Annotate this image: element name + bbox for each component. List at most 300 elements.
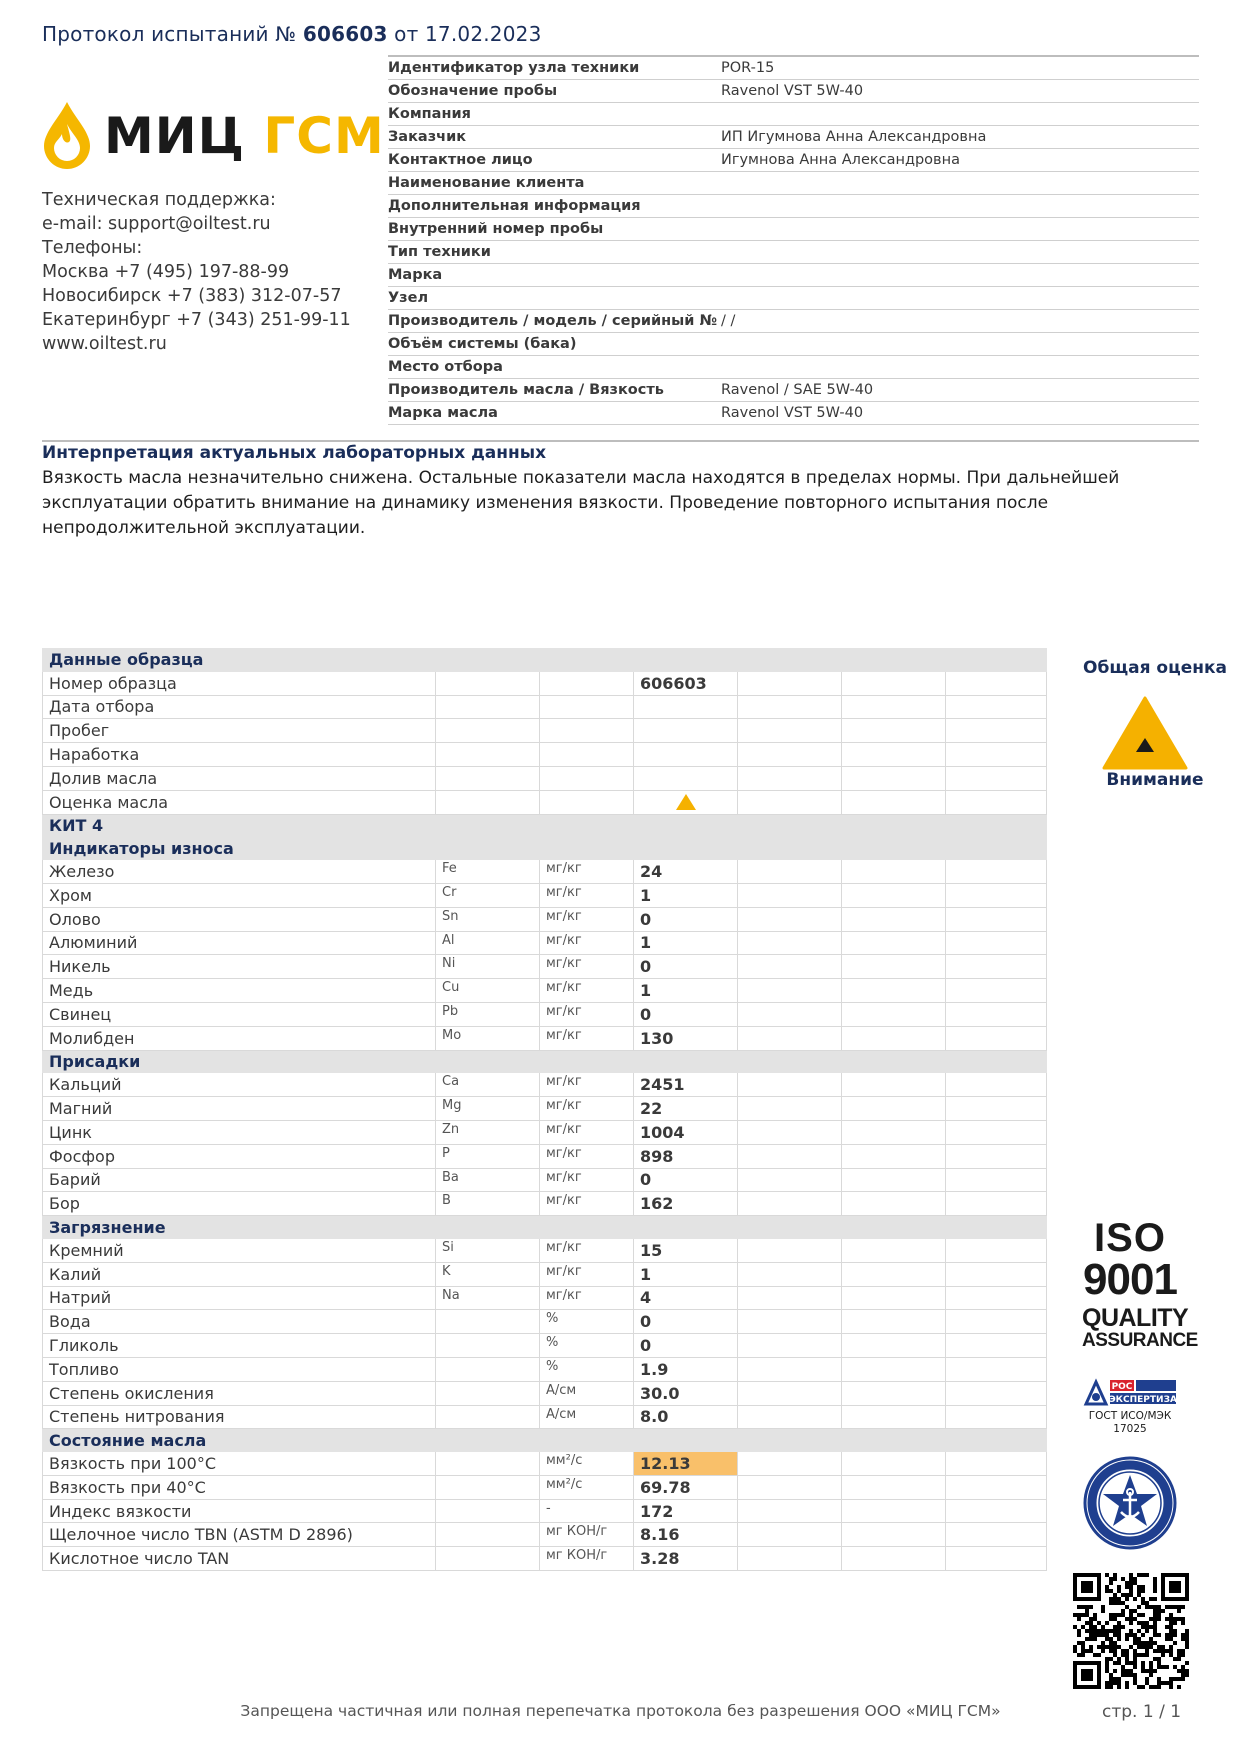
parameter-name: Степень нитрования (43, 1405, 436, 1429)
section-title: Состояние масла (43, 1429, 436, 1452)
element-symbol (436, 1523, 540, 1547)
contact-phone: Новосибирск +7 (383) 312-07-57 (42, 286, 342, 306)
expertiza-text: ЭКСПЕРТИЗА (1109, 1395, 1177, 1405)
history-cell (842, 1452, 946, 1476)
history-cell (946, 860, 1047, 884)
history-cell (842, 1523, 946, 1547)
info-label: Марка (388, 267, 443, 283)
section-filler-cell (842, 1050, 946, 1073)
unit (540, 695, 634, 719)
table-row (43, 719, 1047, 743)
element-symbol (436, 1452, 540, 1476)
element-symbol: Ca (436, 1073, 540, 1097)
info-row (388, 379, 1199, 402)
parameter-name: Кислотное число TAN (43, 1547, 436, 1571)
element-symbol: Al (436, 931, 540, 955)
table-row (43, 1475, 1047, 1499)
history-cell (946, 1523, 1047, 1547)
history-cell (842, 1002, 946, 1026)
contact-email[interactable]: e-mail: support@oiltest.ru (42, 214, 271, 234)
table-row (43, 1097, 1047, 1121)
section-title: КИТ 4 (43, 814, 436, 837)
history-cell (738, 671, 842, 695)
result-value: 0 (634, 955, 738, 979)
parameter-name: Вода (43, 1310, 436, 1334)
history-cell (946, 931, 1047, 955)
contact-line: Техническая поддержка: (42, 190, 276, 210)
section-filler-cell (436, 1050, 540, 1073)
history-cell (738, 790, 842, 814)
parameter-name: Наработка (43, 743, 436, 767)
history-cell (842, 1120, 946, 1144)
history-cell (738, 931, 842, 955)
section-header-row (43, 1050, 1047, 1073)
table-row (43, 743, 1047, 767)
history-cell (946, 766, 1047, 790)
element-symbol: Cu (436, 979, 540, 1003)
history-cell (946, 1310, 1047, 1334)
parameter-name: Степень окисления (43, 1381, 436, 1405)
history-cell (738, 1499, 842, 1523)
history-cell (842, 743, 946, 767)
history-cell (738, 743, 842, 767)
unit: - (540, 1499, 634, 1523)
info-row (388, 402, 1199, 425)
element-symbol: Na (436, 1286, 540, 1310)
result-value: 606603 (634, 671, 738, 695)
result-value: 0 (634, 907, 738, 931)
result-value: 24 (634, 860, 738, 884)
history-cell (842, 1310, 946, 1334)
qr-code[interactable] (1073, 1573, 1189, 1689)
history-cell (946, 1357, 1047, 1381)
logo-text-accent: ГСМ (263, 107, 385, 165)
unit: мг/кг (540, 1026, 634, 1050)
info-label: Производитель масла / Вязкость (388, 382, 664, 398)
history-cell (738, 1192, 842, 1216)
unit: мм²/с (540, 1452, 634, 1476)
history-cell (946, 979, 1047, 1003)
unit: % (540, 1334, 634, 1358)
unit: % (540, 1357, 634, 1381)
info-value: Ravenol VST 5W-40 (721, 83, 864, 99)
parameter-name: Щелочное число TBN (ASTM D 2896) (43, 1523, 436, 1547)
contact-phone: Москва +7 (495) 197-88-99 (42, 262, 290, 282)
element-symbol (436, 1334, 540, 1358)
section-filler-cell (634, 649, 738, 672)
history-cell (738, 1097, 842, 1121)
parameter-name: Долив масла (43, 766, 436, 790)
warning-triangle-icon (676, 794, 696, 810)
history-cell (738, 1475, 842, 1499)
history-cell (842, 1073, 946, 1097)
element-symbol: P (436, 1144, 540, 1168)
parameter-name: Калий (43, 1262, 436, 1286)
ros-text: РОС (1111, 1382, 1133, 1392)
history-cell (842, 1334, 946, 1358)
section-filler-cell (540, 1429, 634, 1452)
history-cell (946, 743, 1047, 767)
parameter-name: Цинк (43, 1120, 436, 1144)
info-row (388, 356, 1199, 379)
result-value: 1 (634, 883, 738, 907)
history-cell (842, 671, 946, 695)
unit (540, 719, 634, 743)
parameter-name: Олово (43, 907, 436, 931)
unit: мг/кг (540, 860, 634, 884)
info-label: Узел (388, 290, 429, 306)
history-cell (738, 719, 842, 743)
parameter-name: Фосфор (43, 1144, 436, 1168)
parameter-name: Оценка масла (43, 790, 436, 814)
history-cell (842, 1357, 946, 1381)
parameter-name: Дата отбора (43, 695, 436, 719)
section-filler-cell (946, 1050, 1047, 1073)
info-value: Ravenol VST 5W-40 (721, 405, 864, 421)
table-row (43, 1144, 1047, 1168)
section-filler-cell (738, 1216, 842, 1239)
history-cell (842, 1097, 946, 1121)
table-row (43, 1192, 1047, 1216)
unit: мм²/с (540, 1475, 634, 1499)
table-row (43, 907, 1047, 931)
history-cell (842, 979, 946, 1003)
section-filler-cell (540, 837, 634, 860)
unit: мг/кг (540, 1144, 634, 1168)
parameter-name: Кальций (43, 1073, 436, 1097)
history-cell (946, 1238, 1047, 1262)
element-symbol: K (436, 1262, 540, 1286)
parameter-name: Железо (43, 860, 436, 884)
table-row (43, 1073, 1047, 1097)
element-symbol (436, 790, 540, 814)
warning-triangle-icon (1102, 696, 1188, 770)
result-value: 0 (634, 1334, 738, 1358)
element-symbol: Ba (436, 1168, 540, 1192)
history-cell (842, 955, 946, 979)
history-cell (946, 719, 1047, 743)
history-cell (738, 860, 842, 884)
section-filler-cell (540, 1216, 634, 1239)
history-cell (842, 1238, 946, 1262)
parameter-name: Кремний (43, 1238, 436, 1262)
ros-expertiza-logo (1082, 1378, 1178, 1406)
section-filler-cell (634, 814, 738, 837)
section-filler-cell (436, 1216, 540, 1239)
history-cell (842, 907, 946, 931)
section-filler-cell (634, 1429, 738, 1452)
history-cell (946, 1097, 1047, 1121)
table-row (43, 931, 1047, 955)
info-row (388, 103, 1199, 126)
history-cell (738, 1357, 842, 1381)
element-symbol (436, 719, 540, 743)
page-number: стр. 1 / 1 (1102, 1702, 1182, 1722)
history-cell (946, 883, 1047, 907)
table-row (43, 1262, 1047, 1286)
history-cell (738, 1523, 842, 1547)
parameter-name: Медь (43, 979, 436, 1003)
table-row (43, 1168, 1047, 1192)
flame-drop-icon (42, 100, 92, 172)
section-filler-cell (946, 649, 1047, 672)
history-cell (738, 1381, 842, 1405)
section-title: Данные образца (43, 649, 436, 672)
overall-status: Внимание (1106, 770, 1204, 790)
element-symbol (436, 1499, 540, 1523)
contact-website[interactable]: www.oiltest.ru (42, 334, 167, 354)
section-title: Загрязнение (43, 1216, 436, 1239)
protocol-title (42, 22, 542, 46)
history-cell (738, 883, 842, 907)
element-symbol: Pb (436, 1002, 540, 1026)
history-cell (738, 1262, 842, 1286)
parameter-name: Алюминий (43, 931, 436, 955)
overall-assessment-label: Общая оценка (1083, 658, 1227, 678)
parameter-name: Топливо (43, 1357, 436, 1381)
info-value: POR-15 (721, 60, 775, 76)
info-row (388, 310, 1199, 333)
section-filler-cell (842, 814, 946, 837)
iso-9001-badge (1082, 1216, 1198, 1351)
table-row (43, 790, 1047, 814)
info-row (388, 241, 1199, 264)
unit: мг/кг (540, 907, 634, 931)
info-row (388, 57, 1199, 80)
element-symbol (436, 1310, 540, 1334)
info-row (388, 149, 1199, 172)
table-row (43, 1452, 1047, 1476)
history-cell (946, 1381, 1047, 1405)
history-cell (946, 955, 1047, 979)
history-cell (946, 1405, 1047, 1429)
history-cell (842, 1168, 946, 1192)
result-value: 15 (634, 1238, 738, 1262)
result-value: 172 (634, 1499, 738, 1523)
result-value: 0 (634, 1310, 738, 1334)
section-filler-cell (634, 837, 738, 860)
result-value: 130 (634, 1026, 738, 1050)
result-value: 1 (634, 931, 738, 955)
element-symbol (436, 695, 540, 719)
element-symbol (436, 1357, 540, 1381)
element-symbol: Mg (436, 1097, 540, 1121)
unit (540, 743, 634, 767)
history-cell (738, 1452, 842, 1476)
unit: мг/кг (540, 955, 634, 979)
element-symbol (436, 1547, 540, 1571)
section-filler-cell (946, 1429, 1047, 1452)
table-row (43, 1238, 1047, 1262)
unit: мг/кг (540, 1002, 634, 1026)
history-cell (842, 1499, 946, 1523)
result-value: 162 (634, 1192, 738, 1216)
table-row (43, 955, 1047, 979)
unit: мг/кг (540, 979, 634, 1003)
history-cell (738, 1286, 842, 1310)
support-contacts (42, 188, 351, 356)
result-value: 0 (634, 1168, 738, 1192)
info-row (388, 218, 1199, 241)
history-cell (842, 1405, 946, 1429)
info-row (388, 172, 1199, 195)
history-cell (738, 907, 842, 931)
info-label: Марка масла (388, 405, 498, 421)
history-cell (946, 1002, 1047, 1026)
history-cell (946, 1334, 1047, 1358)
result-value: 2451 (634, 1073, 738, 1097)
element-symbol (436, 1381, 540, 1405)
history-cell (946, 1452, 1047, 1476)
history-cell (738, 1002, 842, 1026)
table-row (43, 860, 1047, 884)
element-symbol: B (436, 1192, 540, 1216)
history-cell (738, 1120, 842, 1144)
result-value: 22 (634, 1097, 738, 1121)
parameter-name: Хром (43, 883, 436, 907)
section-filler-cell (540, 1050, 634, 1073)
unit: мг/кг (540, 1238, 634, 1262)
table-row (43, 1357, 1047, 1381)
result-value: 8.16 (634, 1523, 738, 1547)
history-cell (738, 1238, 842, 1262)
element-symbol: Mo (436, 1026, 540, 1050)
iso-text: ISO (1094, 1216, 1166, 1260)
parameter-name: Пробег (43, 719, 436, 743)
history-cell (842, 695, 946, 719)
info-label: Объём системы (бака) (388, 336, 577, 352)
section-header-row (43, 649, 1047, 672)
history-cell (946, 1168, 1047, 1192)
info-label: Контактное лицо (388, 152, 533, 168)
table-row (43, 1381, 1047, 1405)
result-value: 1 (634, 1262, 738, 1286)
section-filler-cell (946, 1216, 1047, 1239)
unit: мг/кг (540, 883, 634, 907)
element-symbol: Fe (436, 860, 540, 884)
info-value: Ravenol / SAE 5W-40 (721, 382, 874, 398)
parameter-name: Магний (43, 1097, 436, 1121)
section-title: Присадки (43, 1050, 436, 1073)
element-symbol: Cr (436, 883, 540, 907)
info-label: Компания (388, 106, 471, 122)
result-value: 1 (634, 979, 738, 1003)
section-filler-cell (738, 837, 842, 860)
element-symbol (436, 743, 540, 767)
table-row (43, 979, 1047, 1003)
info-row (388, 195, 1199, 218)
section-filler-cell (738, 1050, 842, 1073)
table-row (43, 1120, 1047, 1144)
title-prefix: Протокол испытаний № (42, 22, 297, 46)
parameter-name: Бор (43, 1192, 436, 1216)
info-value: Игумнова Анна Александровна (721, 152, 960, 168)
company-logo (42, 100, 385, 172)
result-value (634, 695, 738, 719)
result-value: 898 (634, 1144, 738, 1168)
unit: % (540, 1310, 634, 1334)
history-cell (946, 1073, 1047, 1097)
result-value: 30.0 (634, 1381, 738, 1405)
parameter-name: Гликоль (43, 1334, 436, 1358)
result-value: 1.9 (634, 1357, 738, 1381)
history-cell (946, 1262, 1047, 1286)
table-row (43, 1310, 1047, 1334)
element-symbol: Sn (436, 907, 540, 931)
parameter-name: Номер образца (43, 671, 436, 695)
interpretation-divider (42, 440, 1199, 442)
parameter-name: Свинец (43, 1002, 436, 1026)
info-label: Тип техники (388, 244, 491, 260)
history-cell (738, 979, 842, 1003)
history-cell (738, 1026, 842, 1050)
result-value: 3.28 (634, 1547, 738, 1571)
history-cell (946, 1026, 1047, 1050)
table-row (43, 883, 1047, 907)
history-cell (946, 695, 1047, 719)
unit: мг/кг (540, 1168, 634, 1192)
history-cell (842, 1547, 946, 1571)
table-row (43, 1523, 1047, 1547)
logo-text-dark: МИЦ (104, 107, 245, 165)
sample-info-table (388, 57, 1199, 425)
history-cell (738, 695, 842, 719)
history-cell (842, 1262, 946, 1286)
info-label: Обозначение пробы (388, 83, 558, 99)
section-filler-cell (946, 814, 1047, 837)
protocol-number: 606603 (302, 22, 388, 46)
contact-phone: Екатеринбург +7 (343) 251-99-11 (42, 310, 351, 330)
history-cell (842, 1192, 946, 1216)
info-row (388, 80, 1199, 103)
parameter-name: Вязкость при 40°C (43, 1475, 436, 1499)
iso-assurance: ASSURANCE (1082, 1330, 1198, 1351)
info-row (388, 126, 1199, 149)
info-value: ИП Игумнова Анна Александровна (721, 129, 987, 145)
contact-line: Телефоны: (42, 238, 143, 258)
unit (540, 671, 634, 695)
section-filler-cell (738, 1429, 842, 1452)
info-row (388, 333, 1199, 356)
table-row (43, 1026, 1047, 1050)
history-cell (946, 1144, 1047, 1168)
element-symbol (436, 1405, 540, 1429)
history-cell (738, 1144, 842, 1168)
unit: мг/кг (540, 1192, 634, 1216)
history-cell (738, 1334, 842, 1358)
history-cell (738, 1168, 842, 1192)
section-filler-cell (436, 649, 540, 672)
unit: мг/кг (540, 1073, 634, 1097)
history-cell (946, 1547, 1047, 1571)
section-filler-cell (946, 837, 1047, 860)
history-cell (738, 1310, 842, 1334)
section-header-row (43, 1216, 1047, 1239)
result-value: 12.13 (634, 1452, 738, 1476)
history-cell (842, 1144, 946, 1168)
parameter-name: Индекс вязкости (43, 1499, 436, 1523)
result-value (634, 766, 738, 790)
table-row (43, 671, 1047, 695)
section-filler-cell (842, 649, 946, 672)
logo-wordmark (104, 100, 385, 172)
register-seal-icon (1083, 1456, 1177, 1550)
history-cell (946, 1120, 1047, 1144)
result-value (634, 719, 738, 743)
parameter-name: Барий (43, 1168, 436, 1192)
unit: А/см (540, 1405, 634, 1429)
history-cell (738, 1073, 842, 1097)
